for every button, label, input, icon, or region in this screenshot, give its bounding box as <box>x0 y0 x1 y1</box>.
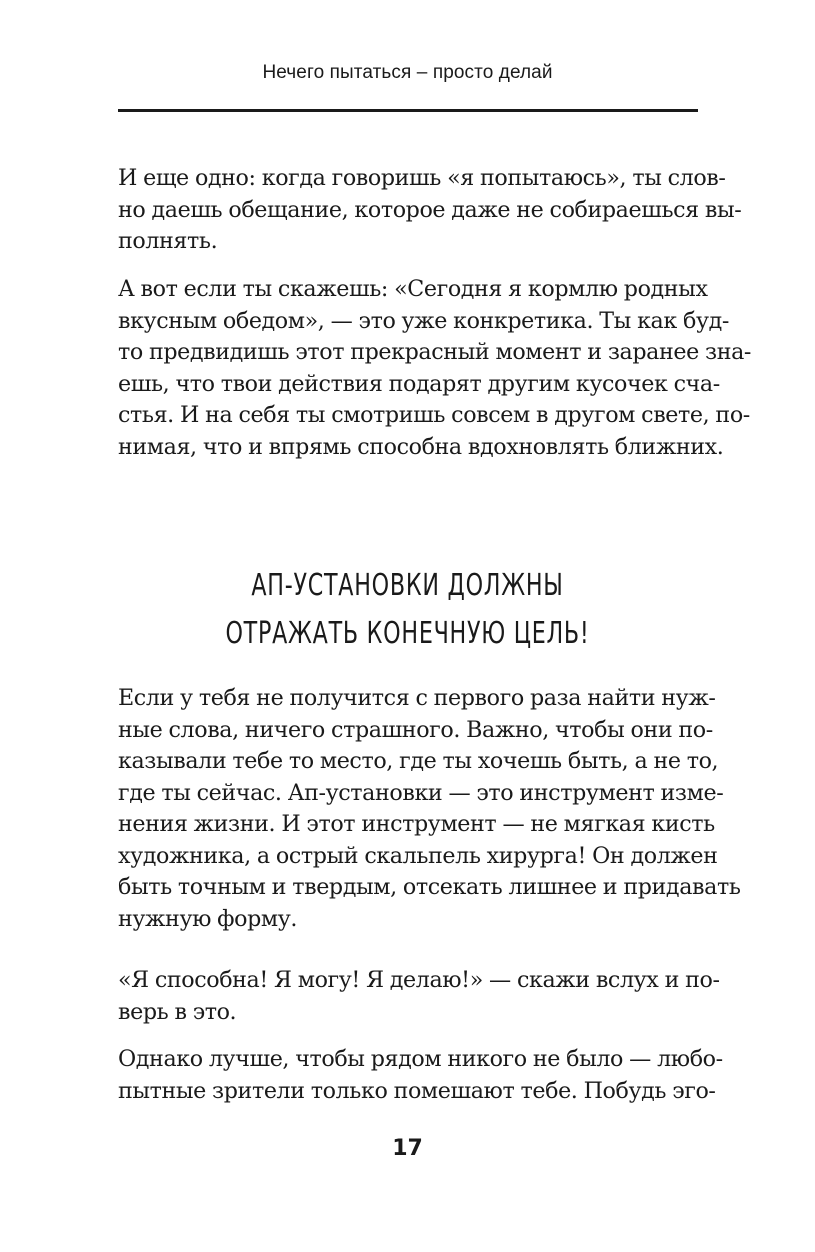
text-line: Если у тебя не получится с первого раза найти нуж- <box>118 685 716 711</box>
text-line: верь в это. <box>118 998 237 1025</box>
text-line: где ты сейчас. Ап-установки — это инструмент изме- <box>118 779 724 806</box>
text-line: нужную форму. <box>118 905 298 932</box>
text-line: полнять. <box>118 228 218 254</box>
paragraph-4 <box>118 965 720 1028</box>
text-line: «Я способна! Я могу! Я делаю!» — скажи вслух и по- <box>118 967 720 993</box>
paragraph-2 <box>118 274 752 463</box>
section-heading-line: ОТРАЖАТЬ КОНЕЧНУЮ ЦЕЛЬ! <box>225 616 590 651</box>
text-line: А вот если ты скажешь: «Сегодня я кормлю родных <box>118 276 708 302</box>
text-line: пытные зрители только помешают тебе. Побудь эго- <box>118 1077 716 1104</box>
text-line: казывали тебе то место, где ты хочешь быть, а не то, <box>118 748 719 774</box>
page-number: 17 <box>392 1136 423 1161</box>
paragraph-1 <box>118 163 742 258</box>
text-line: быть точным и твердым, отсекать лишнее и придавать <box>118 874 741 900</box>
text-line: Однако лучше, чтобы рядом никого не было — любо- <box>118 1046 723 1072</box>
text-line: ные слова, ничего страшного. Важно, чтобы они по- <box>118 716 713 743</box>
header-rule <box>118 109 698 112</box>
paragraph-5 <box>118 1044 723 1107</box>
text-line: нения жизни. И этот инструмент — не мягкая кисть <box>118 811 715 837</box>
text-line: художника, а острый скальпель хирурга! Он должен <box>118 842 718 869</box>
text-line: стья. И на себя ты смотришь совсем в другом свете, по- <box>118 402 750 428</box>
section-heading-line: АП-УСТАНОВКИ ДОЛЖНЫ <box>251 568 564 603</box>
running-head: Нечего пытаться – просто делай <box>262 62 553 83</box>
text-line: ешь, что твои действия подарят другим кусочек сча- <box>118 370 720 397</box>
text-line: то предвидишь этот прекрасный момент и заранее зна- <box>118 339 752 365</box>
section-heading <box>106 562 709 658</box>
text-line: И еще одно: когда говоришь «я попытаюсь», ты слов- <box>118 165 726 191</box>
text-line: нимая, что и впрямь способна вдохновлять ближних. <box>118 433 724 460</box>
paragraph-3 <box>118 683 741 935</box>
text-line: вкусным обедом», — это уже конкретика. Ты как буд- <box>118 307 729 334</box>
text-line: но даешь обещание, которое даже не собираешься вы- <box>118 196 742 223</box>
